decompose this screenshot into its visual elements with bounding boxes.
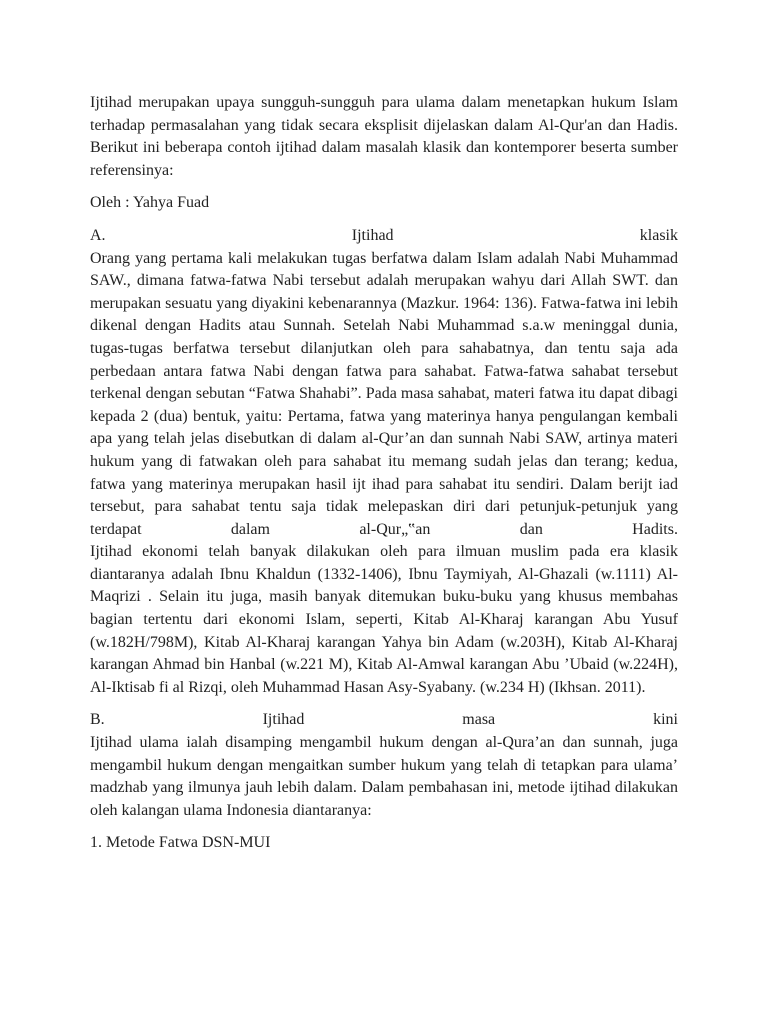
section-a-paragraph-1-end xyxy=(90,519,678,542)
author-line: Oleh : Yahya Fuad xyxy=(90,194,210,212)
section-a-paragraph-2: Ijtihad ekonomi telah banyak dilakukan oleh para ilmuan muslim pada era klasik diantaranya adalah Ibnu Khaldun (1332-1406), Ibnu Taymiyah, Al-Ghazali (w.1111) Al-Maqrizi . Selain itu juga, masih banyak ditemukan buku-buku yang khusus membahas bagian tertentu dari ekonomi Islam, seperti, Kitab Al-Kharaj karangan Abu Yusuf (w.182H/798M), Kitab Al-Kharaj karangan Yahya bin Adam (w.203H), Kitab Al-Kharaj karangan Ahmad bin Hanbal (w.221 M), Kitab Al-Amwal karangan Abu ’Ubaid (w.224H), Al-Iktisab fi al Rizqi, oleh Muhammad Hasan Asy-Syabany. (w.234 H) (Ikhsan. 2011). xyxy=(90,543,678,696)
list-item-1: 1. Metode Fatwa DSN-MUI xyxy=(90,834,271,852)
section-b-title-word: masa xyxy=(462,711,496,729)
p1-end-word: al-Qur„‟an xyxy=(359,520,431,538)
section-a xyxy=(90,225,678,699)
section-a-marker: A. xyxy=(90,226,106,244)
section-a-title: Ijtihad xyxy=(351,226,394,244)
section-b-marker: B. xyxy=(90,711,105,729)
section-b-heading xyxy=(90,709,678,732)
section-a-heading xyxy=(90,225,678,248)
section-b-title-word: kini xyxy=(653,711,678,729)
section-a-paragraph-1: Orang yang pertama kali melakukan tugas berfatwa dalam Islam adalah Nabi Muhammad SAW., dimana fatwa-fatwa Nabi tersebut adalah merupakan wahyu dari Allah SWT. dan merupakan sesuatu yang diyakini kebenarannya (Mazkur. 1964: 136). Fatwa-fatwa ini lebih dikenal dengan Hadits atau Sunnah. Setelah Nabi Muhammad s.a.w meninggal dunia, tugas-tugas berfatwa tersebut dilanjutkan oleh para sahabatnya, dan tentu saja ada perbedaan antara fatwa Nabi dengan fatwa para sahabat. Fatwa-fatwa sahabat tersebut terkenal dengan sebutan “Fatwa Shahabi”. Pada masa sahabat, materi fatwa itu dapat dibagi kepada 2 (dua) bentuk, yaitu: Pertama, fatwa yang materinya hanya pengulangan kembali apa yang telah jelas disebutkan di dalam al-Qur’an dan sunnah Nabi SAW, artinya materi hukum yang di fatwakan oleh para sahabat itu memang sudah jelas dan terang; kedua, fatwa yang materinya merupakan hasil ijt ihad para sahabat itu sendiri. Dalam berijt iad tersebut, para sahabat tentu saja tidak melepaskan diri dari petunjuk-petunjuk yang xyxy=(90,249,678,516)
p1-end-word: dan xyxy=(519,520,543,538)
document-page xyxy=(90,92,678,865)
intro-paragraph: Ijtihad merupakan upaya sungguh-sungguh para ulama dalam menetapkan hukum Islam terhadap permasalahan yang tidak secara eksplisit dijelaskan dalam Al-Qur'an dan Hadis. Berikut ini beberapa contoh ijtihad dalam masalah klasik dan kontemporer beserta sumber referensinya: xyxy=(90,94,678,179)
p1-end-word: terdapat xyxy=(90,520,142,538)
section-a-title-end: klasik xyxy=(639,226,678,244)
section-b-title-word: Ijtihad xyxy=(262,711,305,729)
section-b-paragraph-1: Ijtihad ulama ialah disamping mengambil hukum dengan al-Qura’an dan sunnah, juga mengambil hukum dengan mengaitkan sumber hukum yang telah di tetapkan para ulama’ madzhab yang ilmunya jauh lebih dalam. Dalam pembahasan ini, metode ijtihad dilakukan oleh kalangan ulama Indonesia diantaranya: xyxy=(90,734,678,819)
p1-end-word: Hadits. xyxy=(632,520,678,538)
p1-end-word: dalam xyxy=(230,520,270,538)
section-b xyxy=(90,709,678,822)
